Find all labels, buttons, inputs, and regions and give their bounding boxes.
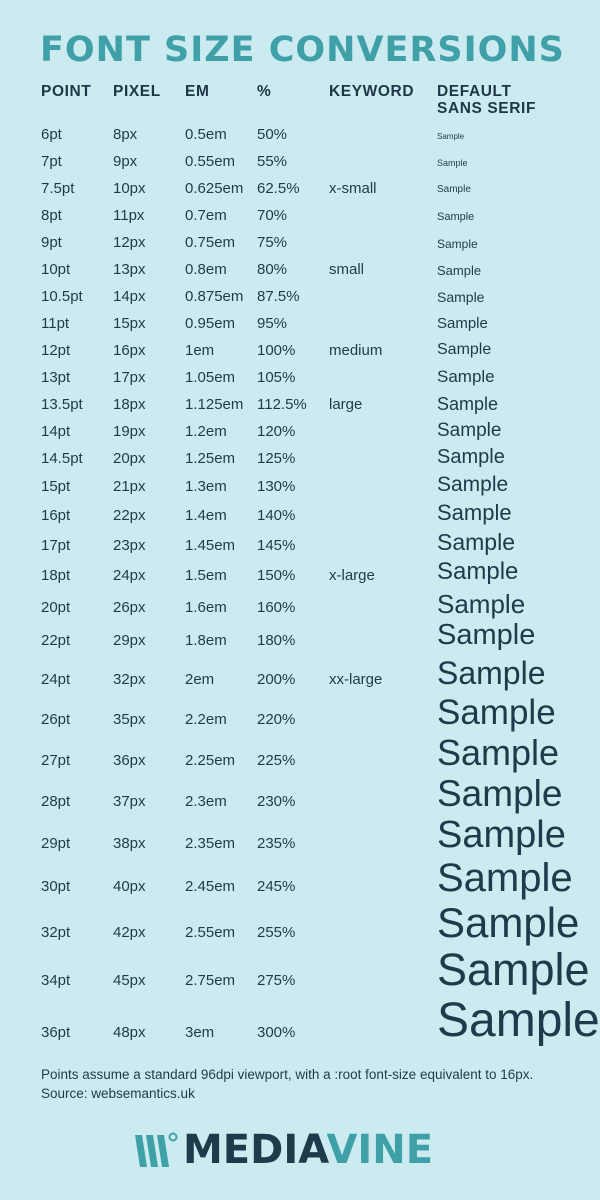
cell-keyword: small <box>329 261 365 278</box>
cell-percent: 230% <box>257 793 296 810</box>
cell-pixel: 8px <box>113 126 138 143</box>
header-point: POINT <box>41 83 92 100</box>
sample-text: Sample <box>437 655 546 692</box>
cell-point: 24pt <box>41 671 71 688</box>
cell-point: 30pt <box>41 878 71 895</box>
cell-point: 8pt <box>41 207 62 224</box>
cell-pixel: 37px <box>113 793 146 810</box>
logo-text-vine: VINE <box>326 1127 434 1173</box>
cell-point: 36pt <box>41 1024 71 1041</box>
sample-text: Sample <box>437 288 485 305</box>
cell-keyword: xx-large <box>329 671 383 688</box>
cell-keyword: large <box>329 396 363 413</box>
cell-point: 13pt <box>41 369 71 386</box>
sample-text: Sample <box>437 341 492 359</box>
cell-em: 1.45em <box>185 537 236 554</box>
cell-pixel: 45px <box>113 972 146 989</box>
sample-text: Sample <box>437 619 536 652</box>
sample-text: Sample <box>437 236 478 251</box>
cell-em: 1.6em <box>185 599 227 616</box>
cell-percent: 120% <box>257 423 296 440</box>
cell-percent: 140% <box>257 507 296 524</box>
cell-percent: 55% <box>257 153 288 170</box>
cell-point: 15pt <box>41 478 71 495</box>
cell-point: 16pt <box>41 507 71 524</box>
cell-percent: 200% <box>257 671 296 688</box>
sample-text: Sample <box>437 814 566 857</box>
footnote-source: Source: websemantics.uk <box>41 1086 195 1101</box>
cell-percent: 80% <box>257 261 288 278</box>
cell-percent: 100% <box>257 342 296 359</box>
mediavine-wordmark <box>183 1128 433 1173</box>
cell-em: 0.75em <box>185 234 236 251</box>
cell-keyword: medium <box>329 342 383 359</box>
cell-pixel: 16px <box>113 342 146 359</box>
cell-pixel: 24px <box>113 567 146 584</box>
cell-point: 14pt <box>41 423 71 440</box>
sample-text: Sample <box>437 445 505 468</box>
cell-point: 34pt <box>41 972 71 989</box>
cell-percent: 245% <box>257 878 296 895</box>
cell-percent: 75% <box>257 234 288 251</box>
cell-pixel: 26px <box>113 599 146 616</box>
cell-pixel: 23px <box>113 537 146 554</box>
cell-em: 0.7em <box>185 207 227 224</box>
cell-em: 0.5em <box>185 126 227 143</box>
sample-text: Sample <box>437 855 573 900</box>
cell-percent: 112.5% <box>257 396 307 413</box>
cell-percent: 105% <box>257 369 296 386</box>
sample-text: Sample <box>437 367 495 387</box>
cell-em: 1.8em <box>185 632 227 649</box>
cell-percent: 300% <box>257 1024 296 1041</box>
sample-text: Sample <box>437 315 488 333</box>
cell-em: 0.875em <box>185 288 244 305</box>
cell-point: 18pt <box>41 567 71 584</box>
cell-pixel: 11px <box>113 207 145 224</box>
cell-percent: 95% <box>257 315 288 332</box>
cell-pixel: 40px <box>113 878 146 895</box>
page-title: FONT SIZE CONVERSIONS <box>40 30 565 70</box>
cell-point: 12pt <box>41 342 71 359</box>
sample-text: Sample <box>437 588 526 619</box>
cell-pixel: 17px <box>113 369 146 386</box>
cell-em: 1.125em <box>185 396 244 413</box>
cell-point: 6pt <box>41 126 62 143</box>
cell-em: 2.75em <box>185 972 236 989</box>
cell-pixel: 15px <box>113 315 146 332</box>
cell-point: 7pt <box>41 153 62 170</box>
sample-text: Sample <box>437 184 471 196</box>
cell-percent: 180% <box>257 632 296 649</box>
cell-percent: 145% <box>257 537 296 554</box>
cell-point: 29pt <box>41 835 71 852</box>
cell-pixel: 42px <box>113 924 146 941</box>
cell-pixel: 12px <box>113 234 146 251</box>
cell-point: 13.5pt <box>41 396 83 413</box>
cell-em: 0.95em <box>185 315 236 332</box>
cell-point: 22pt <box>41 632 71 649</box>
cell-percent: 125% <box>257 450 296 467</box>
cell-point: 27pt <box>41 752 71 769</box>
cell-pixel: 29px <box>113 632 146 649</box>
cell-percent: 235% <box>257 835 296 852</box>
cell-em: 1.2em <box>185 423 227 440</box>
cell-pixel: 9px <box>113 153 138 170</box>
sample-text: Sample <box>437 529 515 556</box>
cell-em: 2em <box>185 671 215 688</box>
cell-em: 1em <box>185 342 215 359</box>
sample-text: Sample <box>437 132 465 142</box>
cell-em: 2.25em <box>185 752 236 769</box>
cell-em: 2.45em <box>185 878 236 895</box>
cell-percent: 225% <box>257 752 296 769</box>
cell-pixel: 35px <box>113 711 146 728</box>
sample-text: Sample <box>437 993 600 1047</box>
cell-point: 9pt <box>41 234 62 251</box>
cell-point: 20pt <box>41 599 71 616</box>
cell-pixel: 19px <box>113 423 146 440</box>
sample-text: Sample <box>437 732 560 774</box>
cell-point: 26pt <box>41 711 71 728</box>
cell-em: 1.25em <box>185 450 236 467</box>
cell-pixel: 20px <box>113 450 146 467</box>
cell-percent: 160% <box>257 599 296 616</box>
cell-pixel: 10px <box>113 180 146 197</box>
cell-em: 0.55em <box>185 153 236 170</box>
footnote-line1: Points assume a standard 96dpi viewport, with a :root font-size equivalent to 16px. <box>41 1067 534 1082</box>
cell-percent: 255% <box>257 924 296 941</box>
cell-point: 14.5pt <box>41 450 83 467</box>
cell-em: 1.4em <box>185 507 227 524</box>
header-sample <box>437 83 536 117</box>
cell-pixel: 14px <box>113 288 146 305</box>
cell-pixel: 18px <box>113 396 146 413</box>
header-keyword: KEYWORD <box>329 83 415 100</box>
cell-point: 28pt <box>41 793 71 810</box>
cell-em: 1.05em <box>185 369 236 386</box>
cell-em: 1.3em <box>185 478 227 495</box>
cell-point: 17pt <box>41 537 71 554</box>
cell-pixel: 22px <box>113 507 146 524</box>
footnote <box>41 1065 581 1103</box>
cell-em: 2.3em <box>185 793 227 810</box>
cell-percent: 50% <box>257 126 288 143</box>
sample-text: Sample <box>437 158 468 169</box>
cell-em: 3em <box>185 1024 215 1041</box>
cell-pixel: 38px <box>113 835 146 852</box>
cell-point: 11pt <box>41 315 70 332</box>
header-sample-line1: DEFAULT <box>437 83 512 100</box>
cell-em: 1.5em <box>185 567 227 584</box>
sample-text: Sample <box>437 558 519 586</box>
cell-pixel: 21px <box>113 478 146 495</box>
cell-percent: 275% <box>257 972 296 989</box>
cell-keyword: x-small <box>329 180 377 197</box>
sample-text: Sample <box>437 262 482 278</box>
cell-keyword: x-large <box>329 567 375 584</box>
cell-percent: 62.5% <box>257 180 300 197</box>
logo-text-media: MEDIA <box>183 1127 327 1173</box>
mediavine-leaf-icon <box>133 1131 179 1171</box>
sample-text: Sample <box>437 419 502 441</box>
sample-text: Sample <box>437 898 580 946</box>
sample-text: Sample <box>437 210 475 223</box>
cell-point: 10pt <box>41 261 71 278</box>
cell-percent: 150% <box>257 567 296 584</box>
header-em: EM <box>185 83 210 100</box>
sample-text: Sample <box>437 692 556 732</box>
cell-pixel: 32px <box>113 671 146 688</box>
sample-text: Sample <box>437 393 499 414</box>
header-sample-line2: SANS SERIF <box>437 100 537 117</box>
cell-em: 2.2em <box>185 711 227 728</box>
cell-pixel: 13px <box>113 261 146 278</box>
cell-pixel: 48px <box>113 1024 146 1041</box>
cell-em: 2.35em <box>185 835 236 852</box>
cell-point: 7.5pt <box>41 180 75 197</box>
cell-em: 2.55em <box>185 924 236 941</box>
cell-em: 0.625em <box>185 180 244 197</box>
cell-percent: 87.5% <box>257 288 300 305</box>
cell-pixel: 36px <box>113 752 146 769</box>
sample-text: Sample <box>437 773 563 815</box>
header-percent: % <box>257 83 272 100</box>
cell-percent: 130% <box>257 478 296 495</box>
mediavine-logo <box>133 1128 433 1173</box>
sample-text: Sample <box>437 472 509 496</box>
header-pixel: PIXEL <box>113 83 161 100</box>
cell-percent: 70% <box>257 207 288 224</box>
sample-text: Sample <box>437 944 590 996</box>
cell-percent: 220% <box>257 711 296 728</box>
sample-text: Sample <box>437 500 512 526</box>
cell-point: 10.5pt <box>41 288 83 305</box>
cell-point: 32pt <box>41 924 71 941</box>
cell-em: 0.8em <box>185 261 227 278</box>
